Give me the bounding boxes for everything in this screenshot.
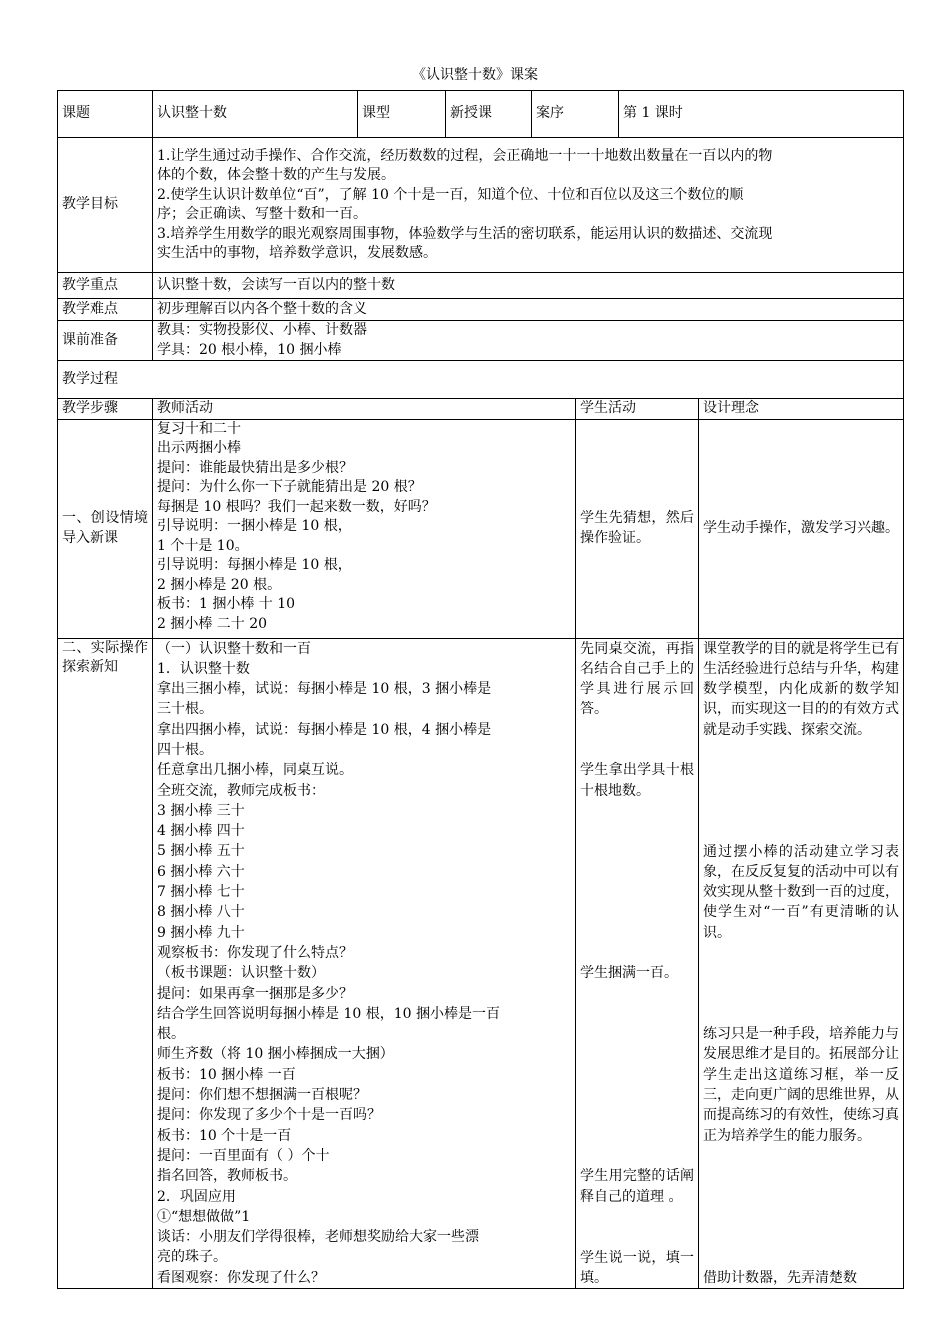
teacher-line: 提问：一百里面有（ ）个十 bbox=[157, 1147, 330, 1164]
teacher-line: 1．认识整十数 bbox=[157, 660, 250, 677]
column-concept: 设计理念 bbox=[699, 399, 904, 420]
objective-line: 3.培养学生用数学的眼光观察周围事物，体验数学与生活的密切联系，能运用认识的数描述、交流现 bbox=[157, 225, 773, 242]
key-point-label: 教学重点 bbox=[58, 273, 153, 299]
teacher-line: 板书：1 捆小棒 十 10 bbox=[157, 596, 296, 612]
teacher-line: 三十根。 bbox=[157, 701, 213, 718]
design-concept-block: 借助计数器，先弄清楚数 bbox=[703, 1269, 857, 1286]
column-step: 教学步骤 bbox=[58, 399, 153, 420]
teacher-line: 提问：如果再拿一捆那是多少？ bbox=[157, 985, 353, 1002]
teacher-line: 谈话：小朋友们学得很棒，老师想奖励给大家一些漂 bbox=[157, 1229, 479, 1246]
teacher-line: 2 捆小棒 二十 20 bbox=[157, 615, 268, 632]
teacher-line: 6 捆小棒 六十 bbox=[157, 863, 245, 880]
design-concept-block: 通过摆小棒的活动建立学习表象，在反反复复的活动中可以有效实现从整十数到一百的过度，使学生对“一百”有更清晰的认识。 bbox=[703, 843, 899, 941]
teacher-line: 提问：为什么你一下子就能猜出是 20 根？ bbox=[157, 479, 422, 495]
header-row bbox=[58, 91, 904, 138]
section1-concept: 学生动手操作，激发学习兴趣。 bbox=[699, 419, 904, 638]
section2-student-blocks bbox=[576, 639, 698, 1286]
section1-step: 一、创设情境导入新课 bbox=[58, 419, 153, 638]
key-point-row bbox=[58, 273, 904, 299]
topic-value: 认识整十数 bbox=[153, 91, 358, 138]
objectives-label: 教学目标 bbox=[58, 138, 153, 273]
teacher-line: ①“想想做做”1 bbox=[157, 1208, 251, 1225]
objectives-content bbox=[153, 138, 904, 273]
teacher-line: 提问：你发现了多少个十是一百吗？ bbox=[157, 1107, 381, 1124]
design-concept-block: 练习只是一种手段，培养能力与发展思维才是目的。拓展部分让学生走出这道练习框，举一反三，走向更广阔的思维世界，从而提高练习的有效性，使练习真正为培养学生的能力服务。 bbox=[703, 1026, 899, 1144]
objective-line: 2.使学生认识计数单位“百”，了解 10 个十是一百，知道个位、十位和百位以及这三个数位的顺 bbox=[157, 186, 744, 203]
difficulty-label: 教学难点 bbox=[58, 299, 153, 321]
teacher-line: 指名回答，教师板书。 bbox=[157, 1168, 297, 1185]
teacher-line: 师生齐数（将 10 捆小棒捆成一大捆） bbox=[157, 1046, 394, 1063]
column-teacher: 教师活动 bbox=[153, 399, 576, 420]
teacher-line: 板书：10 个十是一百 bbox=[157, 1127, 292, 1144]
teacher-line: 5 捆小棒 五十 bbox=[157, 843, 245, 860]
teacher-line: 结合学生回答说明每捆小棒是 10 根，10 捆小棒是一百 bbox=[157, 1005, 500, 1022]
objective-line: 1.让学生通过动手操作、合作交流，经历数数的过程，会正确地一十一十地数出数量在一百以内的物 bbox=[157, 147, 773, 164]
student-activity-block: 学生用完整的话阐释自己的道理 。 bbox=[580, 1168, 694, 1205]
teacher-line: 亮的珠子。 bbox=[157, 1249, 227, 1266]
teacher-line: 7 捆小棒 七十 bbox=[157, 884, 245, 901]
objective-line: 实生活中的事物，培养数学意识，发展数感。 bbox=[157, 245, 437, 261]
teacher-line: 看图观察：你发现了什么？ bbox=[157, 1269, 325, 1286]
objectives-row bbox=[58, 138, 904, 273]
preparation-line: 教具：实物投影仪、小棒、计数器 bbox=[157, 322, 367, 338]
sequence-value: 第 1 课时 bbox=[619, 91, 904, 138]
teacher-line: 2．巩固应用 bbox=[157, 1188, 236, 1205]
section1-teacher bbox=[153, 419, 576, 638]
teacher-line: 每捆是 10 根吗？我们一起来数一数，好吗？ bbox=[157, 498, 436, 515]
section2-teacher-lines bbox=[157, 639, 571, 1289]
column-header-row bbox=[58, 399, 904, 420]
process-label: 教学过程 bbox=[58, 361, 904, 399]
key-point-value: 认识整十数，会读写一百以内的整十数 bbox=[153, 273, 904, 299]
preparation-line: 学具：20 根小棒，10 捆小棒 bbox=[157, 341, 342, 358]
preparation-row bbox=[58, 321, 904, 361]
student-activity-block: 学生说一说，填一填。 bbox=[580, 1249, 694, 1286]
section2-teacher bbox=[153, 638, 576, 1289]
lesson-plan-table bbox=[57, 90, 904, 1289]
teacher-line: 2 捆小棒是 20 根。 bbox=[157, 576, 282, 593]
column-student: 学生活动 bbox=[576, 399, 699, 420]
objective-line: 序；会正确读、写整十数和一百。 bbox=[157, 206, 367, 222]
teacher-line: 复习十和二十 bbox=[157, 420, 241, 437]
teacher-line: 观察板书：你发现了什么特点？ bbox=[157, 944, 353, 961]
teacher-line: 提问：你们想不想捆满一百根呢？ bbox=[157, 1087, 367, 1104]
design-concept-block: 课堂教学的目的就是将学生已有生活经验进行总结与升华，构建数学模型，内化成新的数学知识，而实现这一目的的有效方式就是动手实践、探索交流。 bbox=[703, 640, 899, 738]
teacher-line: 根。 bbox=[157, 1026, 185, 1043]
teacher-line: 提问：谁能最快猜出是多少根？ bbox=[157, 459, 353, 476]
teacher-line: 四十根。 bbox=[157, 741, 213, 758]
teacher-line: 4 捆小棒 四十 bbox=[157, 823, 245, 840]
section2-concept-blocks bbox=[699, 639, 903, 1286]
difficulty-row bbox=[58, 299, 904, 321]
process-row bbox=[58, 361, 904, 399]
type-label: 课型 bbox=[358, 91, 446, 138]
preparation-content bbox=[153, 321, 904, 361]
objective-line: 体的个数，体会整十数的产生与发展。 bbox=[157, 167, 395, 183]
type-value: 新授课 bbox=[446, 91, 532, 138]
section1-row bbox=[58, 419, 904, 638]
teacher-line: 3 捆小棒 三十 bbox=[157, 802, 245, 819]
section2-concept bbox=[699, 638, 904, 1289]
student-activity-block: 学生捆满一百。 bbox=[580, 965, 678, 982]
teacher-line: （板书课题：认识整十数） bbox=[157, 965, 325, 982]
section2-step: 二、实际操作探索新知 bbox=[58, 638, 153, 1289]
teacher-line: 引导说明：一捆小棒是 10 根， bbox=[157, 518, 352, 534]
teacher-line: 全班交流，教师完成板书： bbox=[157, 782, 325, 799]
topic-label: 课题 bbox=[58, 91, 153, 138]
teacher-line: 出示两捆小棒 bbox=[157, 440, 241, 456]
sequence-label: 案序 bbox=[532, 91, 619, 138]
teacher-line: 1 个十是 10。 bbox=[157, 537, 249, 554]
teacher-line: 拿出三捆小棒，试说：每捆小棒是 10 根，3 捆小棒是 bbox=[157, 681, 492, 698]
document-title: 《认识整十数》课案 bbox=[412, 67, 538, 83]
teacher-line: 引导说明：每捆小棒是 10 根， bbox=[157, 557, 352, 573]
teacher-line: 拿出四捆小棒，试说：每捆小棒是 10 根，4 捆小棒是 bbox=[157, 721, 492, 738]
section2-student bbox=[576, 638, 699, 1289]
preparation-label: 课前准备 bbox=[58, 321, 153, 361]
teacher-line: 板书：10 捆小棒 一百 bbox=[157, 1066, 296, 1083]
teacher-line: 9 捆小棒 九十 bbox=[157, 924, 245, 941]
difficulty-value: 初步理解百以内各个整十数的含义 bbox=[153, 299, 904, 321]
section1-student: 学生先猜想，然后操作验证。 bbox=[576, 419, 699, 638]
section2-row bbox=[58, 638, 904, 1289]
student-activity-block: 学生拿出学具十根十根地数。 bbox=[580, 762, 694, 799]
teacher-line: 任意拿出几捆小棒，同桌互说。 bbox=[157, 762, 353, 779]
teacher-line: （一）认识整十数和一百 bbox=[157, 640, 311, 657]
teacher-line: 8 捆小棒 八十 bbox=[157, 904, 245, 921]
student-activity-block: 先同桌交流，再指名结合自己手上的学具进行展示回答。 bbox=[580, 640, 694, 718]
